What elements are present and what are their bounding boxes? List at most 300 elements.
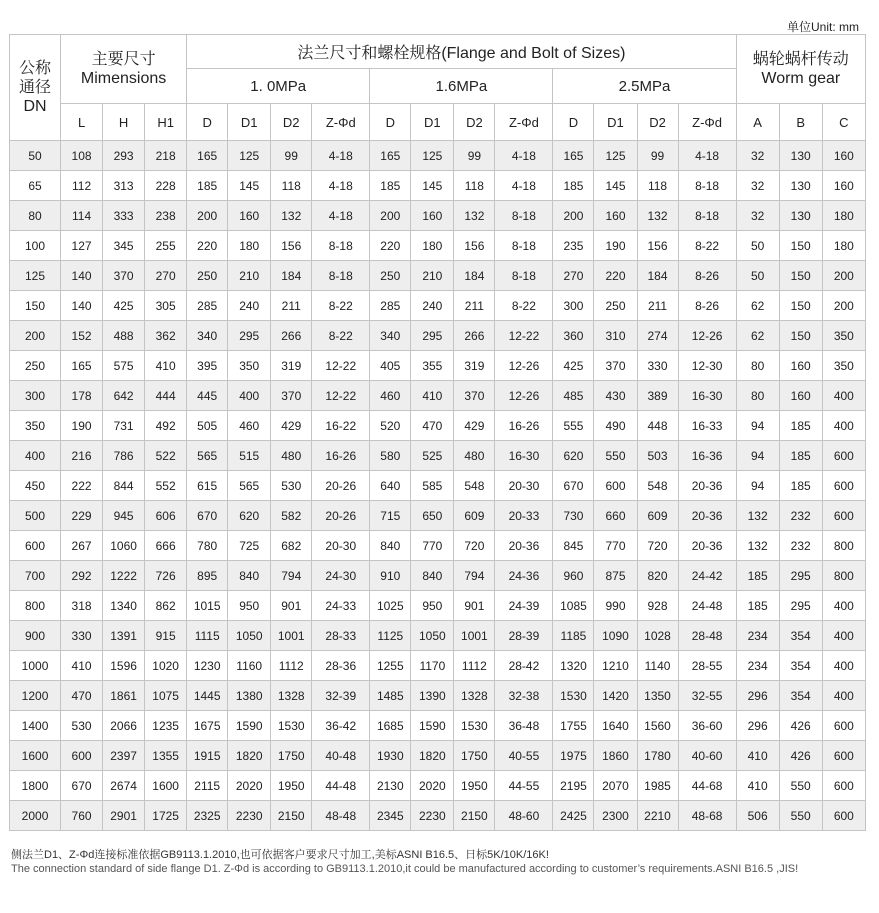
table-cell: 1590 [411, 711, 454, 741]
table-cell: 2230 [411, 801, 454, 831]
dn-cell: 125 [10, 261, 61, 291]
table-cell: 620 [228, 501, 271, 531]
table-cell: 4-18 [678, 141, 736, 171]
table-cell: 448 [637, 411, 678, 441]
table-cell: 232 [779, 501, 822, 531]
table-cell: 2195 [553, 771, 594, 801]
table-cell: 525 [411, 441, 454, 471]
dn-cell: 150 [10, 291, 61, 321]
table-cell: 400 [228, 381, 271, 411]
table-cell: 28-55 [678, 651, 736, 681]
table-cell: 130 [779, 171, 822, 201]
table-cell: 44-68 [678, 771, 736, 801]
table-cell: 1015 [187, 591, 228, 621]
table-cell: 470 [411, 411, 454, 441]
table-cell: 1600 [145, 771, 187, 801]
table-row [10, 171, 866, 201]
table-cell: 36-48 [495, 711, 553, 741]
table-cell: 16-30 [495, 441, 553, 471]
table-cell: 8-18 [495, 201, 553, 231]
table-cell: 990 [594, 591, 637, 621]
table-cell: 844 [103, 471, 145, 501]
table-cell: 190 [61, 411, 103, 441]
worm-gear-en: Worm gear [761, 70, 841, 87]
table-cell: 2020 [411, 771, 454, 801]
table-cell: 132 [271, 201, 312, 231]
table-cell: 32 [736, 201, 779, 231]
table-cell: 575 [103, 351, 145, 381]
table-cell: 125 [228, 141, 271, 171]
dn-cell: 600 [10, 531, 61, 561]
table-cell: 2425 [553, 801, 594, 831]
table-cell: 1060 [103, 531, 145, 561]
table-cell: 210 [228, 261, 271, 291]
table-cell: 32-38 [495, 681, 553, 711]
table-cell: 1380 [228, 681, 271, 711]
table-cell: 266 [271, 321, 312, 351]
table-cell: 118 [454, 171, 495, 201]
table-cell: 503 [637, 441, 678, 471]
column-header: B [779, 104, 822, 141]
table-row [10, 291, 866, 321]
table-row [10, 381, 866, 411]
table-cell: 234 [736, 621, 779, 651]
table-cell: 20-30 [312, 531, 370, 561]
table-cell: 550 [779, 801, 822, 831]
table-row [10, 351, 866, 381]
table-cell: 770 [411, 531, 454, 561]
table-cell: 156 [454, 231, 495, 261]
table-cell: 875 [594, 561, 637, 591]
table-cell: 8-18 [678, 201, 736, 231]
table-cell: 20-36 [678, 471, 736, 501]
table-cell: 20-36 [495, 531, 553, 561]
table-cell: 32-55 [678, 681, 736, 711]
table-cell: 1860 [594, 741, 637, 771]
footnote-en: The connection standard of side flange D1. Z-Φd is according to GB9113.1.2010,it could be manufactured according to customer’s requirements.ASNI B16.5 ,JIS! [11, 863, 799, 875]
table-cell: 1085 [553, 591, 594, 621]
table-cell: 132 [736, 531, 779, 561]
table-cell: 720 [454, 531, 495, 561]
table-row [10, 711, 866, 741]
table-cell: 40-48 [312, 741, 370, 771]
table-cell: 1590 [228, 711, 271, 741]
table-cell: 28-42 [495, 651, 553, 681]
table-cell: 12-26 [495, 381, 553, 411]
table-cell: 218 [145, 141, 187, 171]
table-cell: 8-22 [312, 291, 370, 321]
table-cell: 165 [61, 351, 103, 381]
table-cell: 660 [594, 501, 637, 531]
table-cell: 1328 [271, 681, 312, 711]
table-cell: 8-18 [495, 261, 553, 291]
table-cell: 24-39 [495, 591, 553, 621]
table-cell: 285 [187, 291, 228, 321]
table-cell: 354 [779, 681, 822, 711]
table-cell: 210 [411, 261, 454, 291]
dn-cell: 700 [10, 561, 61, 591]
dn-cell: 900 [10, 621, 61, 651]
table-cell: 928 [637, 591, 678, 621]
table-cell: 505 [187, 411, 228, 441]
table-cell: 50 [736, 261, 779, 291]
table-cell: 901 [271, 591, 312, 621]
table-cell: 295 [411, 321, 454, 351]
table-cell: 200 [553, 201, 594, 231]
spec-table [9, 34, 866, 831]
table-cell: 1350 [637, 681, 678, 711]
column-header: D2 [271, 104, 312, 141]
table-cell: 62 [736, 321, 779, 351]
table-cell: 1915 [187, 741, 228, 771]
table-cell: 555 [553, 411, 594, 441]
table-cell: 255 [145, 231, 187, 261]
table-cell: 145 [594, 171, 637, 201]
table-cell: 293 [103, 141, 145, 171]
table-cell: 330 [61, 621, 103, 651]
table-cell: 410 [145, 351, 187, 381]
table-cell: 178 [61, 381, 103, 411]
dn-cell: 1200 [10, 681, 61, 711]
dn-cell: 1600 [10, 741, 61, 771]
table-cell: 600 [822, 501, 865, 531]
table-cell: 1255 [370, 651, 411, 681]
pressure-header-1-0: 1. 0MPa [187, 69, 370, 104]
table-row [10, 501, 866, 531]
dn-cell: 400 [10, 441, 61, 471]
table-cell: 960 [553, 561, 594, 591]
table-cell: 400 [822, 621, 865, 651]
table-cell: 726 [145, 561, 187, 591]
table-cell: 609 [637, 501, 678, 531]
table-cell: 232 [779, 531, 822, 561]
table-cell: 234 [736, 651, 779, 681]
table-cell: 185 [736, 591, 779, 621]
dn-header-en: DN [23, 98, 47, 115]
table-cell: 488 [103, 321, 145, 351]
table-cell: 216 [61, 441, 103, 471]
dn-cell: 80 [10, 201, 61, 231]
column-header: D [187, 104, 228, 141]
table-row [10, 231, 866, 261]
table-cell: 444 [145, 381, 187, 411]
table-cell: 786 [103, 441, 145, 471]
table-cell: 112 [61, 171, 103, 201]
table-cell: 180 [822, 231, 865, 261]
table-cell: 16-26 [312, 441, 370, 471]
table-cell: 200 [822, 261, 865, 291]
table-cell: 160 [822, 141, 865, 171]
table-cell: 1750 [271, 741, 312, 771]
unit-label: 单位Unit: mm [786, 20, 859, 34]
table-cell: 354 [779, 621, 822, 651]
table-cell: 565 [228, 471, 271, 501]
table-cell: 1390 [411, 681, 454, 711]
table-cell: 730 [553, 501, 594, 531]
table-cell: 470 [61, 681, 103, 711]
table-cell: 1755 [553, 711, 594, 741]
table-cell: 600 [822, 801, 865, 831]
table-cell: 770 [594, 531, 637, 561]
table-cell: 1001 [454, 621, 495, 651]
table-cell: 185 [370, 171, 411, 201]
table-cell: 485 [553, 381, 594, 411]
table-cell: 1675 [187, 711, 228, 741]
table-cell: 606 [145, 501, 187, 531]
table-cell: 12-26 [678, 321, 736, 351]
table-cell: 16-33 [678, 411, 736, 441]
column-header: C [822, 104, 865, 141]
table-cell: 50 [736, 231, 779, 261]
table-cell: 715 [370, 501, 411, 531]
table-cell: 165 [553, 141, 594, 171]
column-header: Z-Φd [495, 104, 553, 141]
table-cell: 32-39 [312, 681, 370, 711]
table-cell: 130 [779, 201, 822, 231]
table-cell: 530 [271, 471, 312, 501]
table-cell: 800 [822, 561, 865, 591]
dn-cell: 200 [10, 321, 61, 351]
table-cell: 780 [187, 531, 228, 561]
table-cell: 185 [187, 171, 228, 201]
table-cell: 184 [637, 261, 678, 291]
pressure-header-2-5: 2.5MPa [553, 69, 736, 104]
table-cell: 12-22 [312, 381, 370, 411]
table-cell: 319 [271, 351, 312, 381]
table-cell: 600 [822, 711, 865, 741]
table-cell: 8-22 [495, 291, 553, 321]
table-cell: 4-18 [312, 171, 370, 201]
table-row [10, 621, 866, 651]
table-cell: 114 [61, 201, 103, 231]
table-cell: 12-30 [678, 351, 736, 381]
table-cell: 429 [271, 411, 312, 441]
table-cell: 184 [271, 261, 312, 291]
table-cell: 670 [553, 471, 594, 501]
table-cell: 1140 [637, 651, 678, 681]
table-cell: 600 [822, 771, 865, 801]
table-cell: 211 [271, 291, 312, 321]
table-cell: 165 [370, 141, 411, 171]
table-cell: 350 [822, 321, 865, 351]
table-cell: 36-42 [312, 711, 370, 741]
table-cell: 295 [779, 591, 822, 621]
table-row [10, 741, 866, 771]
table-cell: 330 [637, 351, 678, 381]
table-cell: 238 [145, 201, 187, 231]
table-cell: 565 [187, 441, 228, 471]
table-cell: 295 [779, 561, 822, 591]
table-cell: 640 [370, 471, 411, 501]
table-cell: 145 [228, 171, 271, 201]
table-cell: 354 [779, 651, 822, 681]
table-cell: 28-33 [312, 621, 370, 651]
table-cell: 2345 [370, 801, 411, 831]
table-cell: 1725 [145, 801, 187, 831]
table-cell: 1112 [271, 651, 312, 681]
table-cell: 1975 [553, 741, 594, 771]
table-cell: 1640 [594, 711, 637, 741]
table-cell: 550 [779, 771, 822, 801]
table-cell: 1355 [145, 741, 187, 771]
table-cell: 1025 [370, 591, 411, 621]
table-cell: 318 [61, 591, 103, 621]
table-cell: 16-22 [312, 411, 370, 441]
table-cell: 2130 [370, 771, 411, 801]
table-cell: 480 [454, 441, 495, 471]
table-cell: 185 [779, 471, 822, 501]
table-cell: 28-48 [678, 621, 736, 651]
table-cell: 180 [411, 231, 454, 261]
table-row [10, 561, 866, 591]
table-cell: 950 [228, 591, 271, 621]
table-cell: 24-48 [678, 591, 736, 621]
table-cell: 370 [454, 381, 495, 411]
table-cell: 132 [637, 201, 678, 231]
table-cell: 2066 [103, 711, 145, 741]
table-cell: 235 [553, 231, 594, 261]
table-cell: 1685 [370, 711, 411, 741]
dn-cell: 250 [10, 351, 61, 381]
table-cell: 8-26 [678, 291, 736, 321]
table-cell: 1596 [103, 651, 145, 681]
worm-gear-header [736, 35, 865, 104]
table-cell: 650 [411, 501, 454, 531]
table-cell: 426 [779, 741, 822, 771]
table-row [10, 651, 866, 681]
table-cell: 950 [411, 591, 454, 621]
table-cell: 460 [370, 381, 411, 411]
table-cell: 48-48 [312, 801, 370, 831]
table-cell: 840 [228, 561, 271, 591]
table-cell: 370 [594, 351, 637, 381]
table-cell: 20-33 [495, 501, 553, 531]
table-cell: 530 [61, 711, 103, 741]
table-cell: 840 [411, 561, 454, 591]
table-cell: 1090 [594, 621, 637, 651]
table-row [10, 441, 866, 471]
table-cell: 145 [411, 171, 454, 201]
table-cell: 840 [370, 531, 411, 561]
table-cell: 165 [187, 141, 228, 171]
table-cell: 211 [454, 291, 495, 321]
table-cell: 2115 [187, 771, 228, 801]
table-cell: 725 [228, 531, 271, 561]
main-dimensions-cn: 主要尺寸 [91, 51, 156, 68]
table-cell: 1820 [228, 741, 271, 771]
table-cell: 2210 [637, 801, 678, 831]
table-cell: 274 [637, 321, 678, 351]
table-cell: 720 [637, 531, 678, 561]
table-cell: 118 [271, 171, 312, 201]
table-cell: 2070 [594, 771, 637, 801]
table-cell: 845 [553, 531, 594, 561]
table-cell: 400 [822, 381, 865, 411]
table-cell: 40-55 [495, 741, 553, 771]
table-cell: 8-18 [678, 171, 736, 201]
table-cell: 460 [228, 411, 271, 441]
table-cell: 1235 [145, 711, 187, 741]
dn-cell: 800 [10, 591, 61, 621]
table-cell: 2020 [228, 771, 271, 801]
table-cell: 550 [594, 441, 637, 471]
table-cell: 400 [822, 681, 865, 711]
table-cell: 8-18 [312, 261, 370, 291]
column-header: D [370, 104, 411, 141]
table-cell: 522 [145, 441, 187, 471]
column-header: D1 [228, 104, 271, 141]
worm-gear-cn: 蜗轮蜗杆传动 [752, 51, 849, 68]
table-cell: 266 [454, 321, 495, 351]
table-cell: 410 [736, 771, 779, 801]
table-cell: 20-30 [495, 471, 553, 501]
table-cell: 1950 [454, 771, 495, 801]
table-cell: 156 [637, 231, 678, 261]
table-cell: 620 [553, 441, 594, 471]
table-cell: 370 [103, 261, 145, 291]
table-cell: 615 [187, 471, 228, 501]
table-cell: 430 [594, 381, 637, 411]
table-cell: 901 [454, 591, 495, 621]
table-cell: 270 [553, 261, 594, 291]
table-cell: 548 [454, 471, 495, 501]
table-cell: 1985 [637, 771, 678, 801]
dn-cell: 300 [10, 381, 61, 411]
table-cell: 1185 [553, 621, 594, 651]
table-row [10, 591, 866, 621]
table-cell: 410 [736, 741, 779, 771]
table-cell: 410 [61, 651, 103, 681]
table-cell: 1560 [637, 711, 678, 741]
table-cell: 4-18 [495, 171, 553, 201]
table-cell: 8-22 [312, 321, 370, 351]
main-dimensions-en: Mimensions [80, 70, 167, 87]
table-cell: 760 [61, 801, 103, 831]
table-cell: 150 [779, 231, 822, 261]
table-cell: 250 [370, 261, 411, 291]
table-cell: 48-68 [678, 801, 736, 831]
table-cell: 8-18 [495, 231, 553, 261]
table-cell: 20-36 [678, 531, 736, 561]
table-cell: 820 [637, 561, 678, 591]
table-cell: 1340 [103, 591, 145, 621]
table-cell: 24-42 [678, 561, 736, 591]
table-cell: 8-26 [678, 261, 736, 291]
table-row [10, 801, 866, 831]
table-cell: 1780 [637, 741, 678, 771]
table-cell: 1222 [103, 561, 145, 591]
table-cell: 99 [454, 141, 495, 171]
table-cell: 140 [61, 291, 103, 321]
dn-cell: 350 [10, 411, 61, 441]
table-cell: 200 [370, 201, 411, 231]
table-cell: 425 [553, 351, 594, 381]
table-cell: 300 [553, 291, 594, 321]
dn-header-cn-1: 公称 [19, 60, 52, 77]
table-cell: 200 [187, 201, 228, 231]
table-cell: 1750 [454, 741, 495, 771]
table-cell: 211 [637, 291, 678, 321]
table-cell: 2674 [103, 771, 145, 801]
table-cell: 125 [594, 141, 637, 171]
table-cell: 24-36 [495, 561, 553, 591]
table-cell: 1170 [411, 651, 454, 681]
table-cell: 910 [370, 561, 411, 591]
table-cell: 222 [61, 471, 103, 501]
table-cell: 670 [61, 771, 103, 801]
table-cell: 1115 [187, 621, 228, 651]
table-cell: 8-18 [312, 231, 370, 261]
